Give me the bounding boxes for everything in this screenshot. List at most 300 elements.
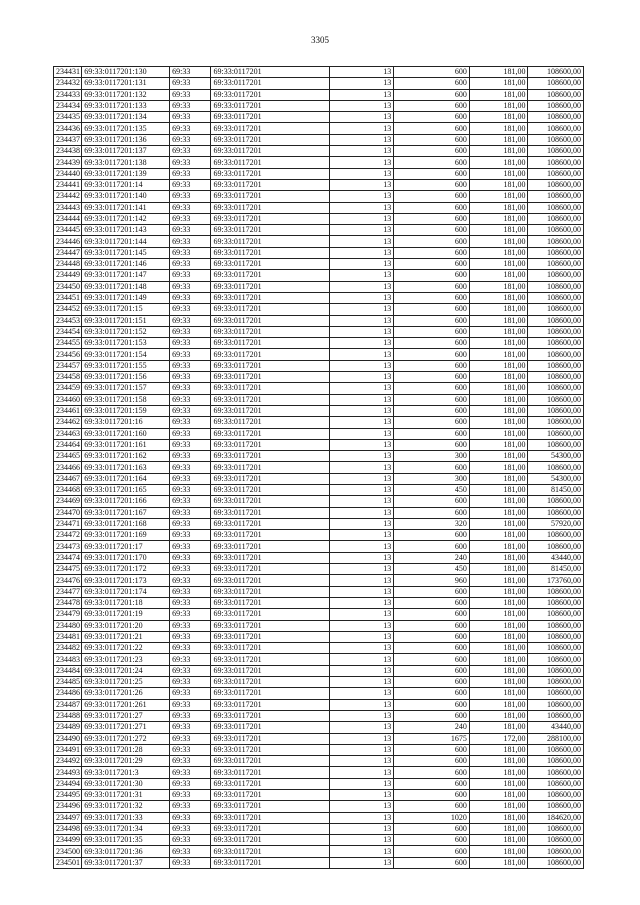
specific-value-cell: 181,00 (469, 428, 528, 439)
cadastral-value-cell: 108600,00 (528, 643, 584, 654)
plot-area-cell: 600 (394, 168, 470, 179)
row-number-cell: 234468 (54, 484, 82, 495)
cadastral-block-cell: 69:33:0117201 (211, 112, 329, 123)
specific-value-cell: 181,00 (469, 688, 528, 699)
plot-area-cell: 600 (394, 665, 470, 676)
plot-area-cell: 600 (394, 767, 470, 778)
row-number-cell: 234476 (54, 575, 82, 586)
cadastral-area-cell: 69:33 (170, 225, 211, 236)
row-number-cell: 234481 (54, 631, 82, 642)
cadastral-number-cell: 69:33:0117201:34 (82, 823, 170, 834)
category-code-cell: 13 (329, 654, 394, 665)
cadastral-value-cell: 81450,00 (528, 484, 584, 495)
category-code-cell: 13 (329, 372, 394, 383)
cadastral-block-cell: 69:33:0117201 (211, 134, 329, 145)
cadastral-number-cell: 69:33:0117201:162 (82, 451, 170, 462)
cadastral-area-cell: 69:33 (170, 518, 211, 529)
plot-area-cell: 600 (394, 835, 470, 846)
specific-value-cell: 181,00 (469, 89, 528, 100)
cadastral-block-cell: 69:33:0117201 (211, 496, 329, 507)
cadastral-area-cell: 69:33 (170, 665, 211, 676)
category-code-cell: 13 (329, 722, 394, 733)
cadastral-value-cell: 57920,00 (528, 518, 584, 529)
plot-area-cell: 600 (394, 326, 470, 337)
plot-area-cell: 600 (394, 790, 470, 801)
cadastral-number-cell: 69:33:0117201:22 (82, 643, 170, 654)
plot-area-cell: 600 (394, 688, 470, 699)
specific-value-cell: 181,00 (469, 123, 528, 134)
cadastral-value-cell: 108600,00 (528, 857, 584, 868)
cadastral-block-cell: 69:33:0117201 (211, 597, 329, 608)
cadastral-block-cell: 69:33:0117201 (211, 417, 329, 428)
specific-value-cell: 181,00 (469, 270, 528, 281)
cadastral-value-table (53, 66, 584, 869)
category-code-cell: 13 (329, 168, 394, 179)
cadastral-number-cell: 69:33:0117201:141 (82, 202, 170, 213)
cadastral-area-cell: 69:33 (170, 417, 211, 428)
category-code-cell: 13 (329, 790, 394, 801)
cadastral-block-cell: 69:33:0117201 (211, 202, 329, 213)
cadastral-block-cell: 69:33:0117201 (211, 123, 329, 134)
cadastral-value-cell: 108600,00 (528, 292, 584, 303)
category-code-cell: 13 (329, 767, 394, 778)
cadastral-block-cell: 69:33:0117201 (211, 722, 329, 733)
cadastral-block-cell: 69:33:0117201 (211, 394, 329, 405)
cadastral-area-cell: 69:33 (170, 292, 211, 303)
cadastral-block-cell: 69:33:0117201 (211, 801, 329, 812)
cadastral-block-cell: 69:33:0117201 (211, 236, 329, 247)
cadastral-area-cell: 69:33 (170, 157, 211, 168)
specific-value-cell: 181,00 (469, 67, 528, 78)
table-body (54, 67, 584, 869)
table-row (54, 89, 584, 100)
cadastral-number-cell: 69:33:0117201:168 (82, 518, 170, 529)
category-code-cell: 13 (329, 247, 394, 258)
table-row (54, 100, 584, 111)
row-number-cell: 234458 (54, 372, 82, 383)
table-row (54, 665, 584, 676)
cadastral-block-cell: 69:33:0117201 (211, 213, 329, 224)
category-code-cell: 13 (329, 473, 394, 484)
cadastral-area-cell: 69:33 (170, 202, 211, 213)
table-row (54, 462, 584, 473)
specific-value-cell: 181,00 (469, 451, 528, 462)
cadastral-block-cell: 69:33:0117201 (211, 372, 329, 383)
cadastral-value-cell: 54300,00 (528, 473, 584, 484)
plot-area-cell: 600 (394, 349, 470, 360)
row-number-cell: 234469 (54, 496, 82, 507)
cadastral-block-cell: 69:33:0117201 (211, 564, 329, 575)
table-row (54, 597, 584, 608)
cadastral-area-cell: 69:33 (170, 564, 211, 575)
plot-area-cell: 600 (394, 270, 470, 281)
cadastral-number-cell: 69:33:0117201:142 (82, 213, 170, 224)
specific-value-cell: 181,00 (469, 677, 528, 688)
cadastral-area-cell: 69:33 (170, 823, 211, 834)
row-number-cell: 234456 (54, 349, 82, 360)
row-number-cell: 234494 (54, 778, 82, 789)
cadastral-number-cell: 69:33:0117201:14 (82, 179, 170, 190)
row-number-cell: 234452 (54, 304, 82, 315)
cadastral-number-cell: 69:33:0117201:165 (82, 484, 170, 495)
cadastral-area-cell: 69:33 (170, 326, 211, 337)
cadastral-area-cell: 69:33 (170, 428, 211, 439)
category-code-cell: 13 (329, 225, 394, 236)
cadastral-value-cell: 108600,00 (528, 790, 584, 801)
table-row (54, 304, 584, 315)
table-row (54, 349, 584, 360)
row-number-cell: 234448 (54, 259, 82, 270)
cadastral-value-cell: 108600,00 (528, 360, 584, 371)
category-code-cell: 13 (329, 89, 394, 100)
category-code-cell: 13 (329, 292, 394, 303)
table-row (54, 225, 584, 236)
row-number-cell: 234489 (54, 722, 82, 733)
row-number-cell: 234488 (54, 710, 82, 721)
cadastral-block-cell: 69:33:0117201 (211, 360, 329, 371)
cadastral-block-cell: 69:33:0117201 (211, 699, 329, 710)
row-number-cell: 234454 (54, 326, 82, 337)
category-code-cell: 13 (329, 394, 394, 405)
cadastral-block-cell: 69:33:0117201 (211, 812, 329, 823)
table-row (54, 451, 584, 462)
cadastral-value-cell: 108600,00 (528, 778, 584, 789)
plot-area-cell: 600 (394, 202, 470, 213)
cadastral-area-cell: 69:33 (170, 620, 211, 631)
category-code-cell: 13 (329, 191, 394, 202)
category-code-cell: 13 (329, 665, 394, 676)
specific-value-cell: 181,00 (469, 541, 528, 552)
cadastral-block-cell: 69:33:0117201 (211, 823, 329, 834)
table-row (54, 417, 584, 428)
table-row (54, 315, 584, 326)
category-code-cell: 13 (329, 134, 394, 145)
plot-area-cell: 600 (394, 609, 470, 620)
specific-value-cell: 172,00 (469, 733, 528, 744)
cadastral-value-cell: 108600,00 (528, 767, 584, 778)
cadastral-number-cell: 69:33:0117201:174 (82, 586, 170, 597)
category-code-cell: 13 (329, 733, 394, 744)
cadastral-area-cell: 69:33 (170, 146, 211, 157)
cadastral-area-cell: 69:33 (170, 134, 211, 145)
table-row (54, 123, 584, 134)
cadastral-value-cell: 108600,00 (528, 270, 584, 281)
cadastral-number-cell: 69:33:0117201:152 (82, 326, 170, 337)
table-row (54, 643, 584, 654)
cadastral-value-cell: 108600,00 (528, 801, 584, 812)
cadastral-area-cell: 69:33 (170, 835, 211, 846)
category-code-cell: 13 (329, 643, 394, 654)
cadastral-block-cell: 69:33:0117201 (211, 484, 329, 495)
plot-area-cell: 600 (394, 78, 470, 89)
specific-value-cell: 181,00 (469, 575, 528, 586)
cadastral-number-cell: 69:33:0117201:130 (82, 67, 170, 78)
specific-value-cell: 181,00 (469, 496, 528, 507)
table-row (54, 744, 584, 755)
plot-area-cell: 600 (394, 405, 470, 416)
cadastral-area-cell: 69:33 (170, 812, 211, 823)
cadastral-number-cell: 69:33:0117201:172 (82, 564, 170, 575)
table-row (54, 767, 584, 778)
cadastral-area-cell: 69:33 (170, 383, 211, 394)
cadastral-area-cell: 69:33 (170, 473, 211, 484)
specific-value-cell: 181,00 (469, 394, 528, 405)
category-code-cell: 13 (329, 383, 394, 394)
cadastral-number-cell: 69:33:0117201:20 (82, 620, 170, 631)
cadastral-area-cell: 69:33 (170, 790, 211, 801)
table-row (54, 292, 584, 303)
cadastral-area-cell: 69:33 (170, 507, 211, 518)
cadastral-number-cell: 69:33:0117201:146 (82, 259, 170, 270)
plot-area-cell: 600 (394, 846, 470, 857)
row-number-cell: 234501 (54, 857, 82, 868)
table-row (54, 405, 584, 416)
row-number-cell: 234438 (54, 146, 82, 157)
row-number-cell: 234492 (54, 756, 82, 767)
table-row (54, 146, 584, 157)
table-row (54, 507, 584, 518)
category-code-cell: 13 (329, 507, 394, 518)
cadastral-number-cell: 69:33:0117201:131 (82, 78, 170, 89)
plot-area-cell: 600 (394, 530, 470, 541)
cadastral-block-cell: 69:33:0117201 (211, 462, 329, 473)
cadastral-block-cell: 69:33:0117201 (211, 292, 329, 303)
category-code-cell: 13 (329, 304, 394, 315)
specific-value-cell: 181,00 (469, 710, 528, 721)
row-number-cell: 234466 (54, 462, 82, 473)
row-number-cell: 234444 (54, 213, 82, 224)
row-number-cell: 234436 (54, 123, 82, 134)
specific-value-cell: 181,00 (469, 360, 528, 371)
table-row (54, 677, 584, 688)
specific-value-cell: 181,00 (469, 552, 528, 563)
cadastral-number-cell: 69:33:0117201:135 (82, 123, 170, 134)
cadastral-block-cell: 69:33:0117201 (211, 609, 329, 620)
cadastral-area-cell: 69:33 (170, 733, 211, 744)
specific-value-cell: 181,00 (469, 225, 528, 236)
cadastral-area-cell: 69:33 (170, 722, 211, 733)
cadastral-area-cell: 69:33 (170, 78, 211, 89)
specific-value-cell: 181,00 (469, 417, 528, 428)
cadastral-value-cell: 43440,00 (528, 552, 584, 563)
cadastral-value-cell: 108600,00 (528, 236, 584, 247)
cadastral-area-cell: 69:33 (170, 372, 211, 383)
cadastral-number-cell: 69:33:0117201:138 (82, 157, 170, 168)
table-row (54, 473, 584, 484)
cadastral-value-cell: 108600,00 (528, 756, 584, 767)
cadastral-block-cell: 69:33:0117201 (211, 767, 329, 778)
cadastral-number-cell: 69:33:0117201:24 (82, 665, 170, 676)
plot-area-cell: 600 (394, 857, 470, 868)
row-number-cell: 234495 (54, 790, 82, 801)
cadastral-value-cell: 173760,00 (528, 575, 584, 586)
cadastral-area-cell: 69:33 (170, 315, 211, 326)
cadastral-value-cell: 108600,00 (528, 710, 584, 721)
cadastral-value-cell: 108600,00 (528, 541, 584, 552)
cadastral-block-cell: 69:33:0117201 (211, 473, 329, 484)
plot-area-cell: 600 (394, 372, 470, 383)
cadastral-value-cell: 108600,00 (528, 338, 584, 349)
table-row (54, 326, 584, 337)
plot-area-cell: 1020 (394, 812, 470, 823)
cadastral-area-cell: 69:33 (170, 67, 211, 78)
plot-area-cell: 600 (394, 123, 470, 134)
cadastral-number-cell: 69:33:0117201:144 (82, 236, 170, 247)
cadastral-number-cell: 69:33:0117201:151 (82, 315, 170, 326)
cadastral-number-cell: 69:33:0117201:15 (82, 304, 170, 315)
category-code-cell: 13 (329, 552, 394, 563)
table-row (54, 552, 584, 563)
plot-area-cell: 300 (394, 451, 470, 462)
cadastral-value-cell: 108600,00 (528, 835, 584, 846)
specific-value-cell: 181,00 (469, 473, 528, 484)
specific-value-cell: 181,00 (469, 790, 528, 801)
table-row (54, 812, 584, 823)
specific-value-cell: 181,00 (469, 564, 528, 575)
table-row (54, 191, 584, 202)
row-number-cell: 234447 (54, 247, 82, 258)
category-code-cell: 13 (329, 744, 394, 755)
plot-area-cell: 600 (394, 677, 470, 688)
specific-value-cell: 181,00 (469, 722, 528, 733)
cadastral-value-cell: 108600,00 (528, 394, 584, 405)
cadastral-number-cell: 69:33:0117201:153 (82, 338, 170, 349)
cadastral-value-cell: 108600,00 (528, 78, 584, 89)
table-row (54, 518, 584, 529)
row-number-cell: 234486 (54, 688, 82, 699)
row-number-cell: 234435 (54, 112, 82, 123)
table-row (54, 484, 584, 495)
plot-area-cell: 600 (394, 179, 470, 190)
category-code-cell: 13 (329, 801, 394, 812)
specific-value-cell: 181,00 (469, 405, 528, 416)
cadastral-area-cell: 69:33 (170, 756, 211, 767)
cadastral-number-cell: 69:33:0117201:173 (82, 575, 170, 586)
plot-area-cell: 600 (394, 496, 470, 507)
cadastral-value-cell: 108600,00 (528, 112, 584, 123)
cadastral-number-cell: 69:33:0117201:28 (82, 744, 170, 755)
cadastral-value-cell: 108600,00 (528, 304, 584, 315)
cadastral-number-cell: 69:33:0117201:18 (82, 597, 170, 608)
category-code-cell: 13 (329, 597, 394, 608)
cadastral-number-cell: 69:33:0117201:271 (82, 722, 170, 733)
cadastral-value-cell: 108600,00 (528, 677, 584, 688)
table-row (54, 168, 584, 179)
cadastral-value-cell: 288100,00 (528, 733, 584, 744)
plot-area-cell: 600 (394, 699, 470, 710)
cadastral-value-cell: 108600,00 (528, 326, 584, 337)
cadastral-value-cell: 108600,00 (528, 157, 584, 168)
category-code-cell: 13 (329, 677, 394, 688)
cadastral-value-cell: 108600,00 (528, 439, 584, 450)
cadastral-value-cell: 108600,00 (528, 315, 584, 326)
row-number-cell: 234443 (54, 202, 82, 213)
cadastral-area-cell: 69:33 (170, 213, 211, 224)
category-code-cell: 13 (329, 462, 394, 473)
cadastral-value-cell: 108600,00 (528, 259, 584, 270)
cadastral-value-cell: 108600,00 (528, 123, 584, 134)
cadastral-block-cell: 69:33:0117201 (211, 631, 329, 642)
cadastral-block-cell: 69:33:0117201 (211, 552, 329, 563)
row-number-cell: 234449 (54, 270, 82, 281)
specific-value-cell: 181,00 (469, 349, 528, 360)
table-row (54, 247, 584, 258)
cadastral-number-cell: 69:33:0117201:3 (82, 767, 170, 778)
specific-value-cell: 181,00 (469, 179, 528, 190)
cadastral-block-cell: 69:33:0117201 (211, 857, 329, 868)
table-row (54, 688, 584, 699)
cadastral-area-cell: 69:33 (170, 451, 211, 462)
row-number-cell: 234442 (54, 191, 82, 202)
specific-value-cell: 181,00 (469, 157, 528, 168)
specific-value-cell: 181,00 (469, 259, 528, 270)
table-row (54, 281, 584, 292)
cadastral-number-cell: 69:33:0117201:27 (82, 710, 170, 721)
category-code-cell: 13 (329, 315, 394, 326)
cadastral-value-cell: 108600,00 (528, 349, 584, 360)
cadastral-value-cell: 108600,00 (528, 405, 584, 416)
cadastral-block-cell: 69:33:0117201 (211, 654, 329, 665)
specific-value-cell: 181,00 (469, 213, 528, 224)
specific-value-cell: 181,00 (469, 801, 528, 812)
specific-value-cell: 181,00 (469, 383, 528, 394)
cadastral-area-cell: 69:33 (170, 349, 211, 360)
cadastral-number-cell: 69:33:0117201:167 (82, 507, 170, 518)
cadastral-block-cell: 69:33:0117201 (211, 67, 329, 78)
table-row (54, 496, 584, 507)
table-row (54, 202, 584, 213)
table-row (54, 790, 584, 801)
cadastral-area-cell: 69:33 (170, 394, 211, 405)
table-row (54, 112, 584, 123)
plot-area-cell: 600 (394, 541, 470, 552)
cadastral-block-cell: 69:33:0117201 (211, 338, 329, 349)
plot-area-cell: 320 (394, 518, 470, 529)
cadastral-block-cell: 69:33:0117201 (211, 643, 329, 654)
row-number-cell: 234472 (54, 530, 82, 541)
plot-area-cell: 600 (394, 756, 470, 767)
cadastral-value-cell: 108600,00 (528, 225, 584, 236)
row-number-cell: 234482 (54, 643, 82, 654)
row-number-cell: 234441 (54, 179, 82, 190)
cadastral-number-cell: 69:33:0117201:33 (82, 812, 170, 823)
category-code-cell: 13 (329, 586, 394, 597)
cadastral-number-cell: 69:33:0117201:17 (82, 541, 170, 552)
table-row (54, 383, 584, 394)
category-code-cell: 13 (329, 67, 394, 78)
table-row (54, 733, 584, 744)
specific-value-cell: 181,00 (469, 507, 528, 518)
specific-value-cell: 181,00 (469, 631, 528, 642)
specific-value-cell: 181,00 (469, 439, 528, 450)
specific-value-cell: 181,00 (469, 846, 528, 857)
category-code-cell: 13 (329, 564, 394, 575)
category-code-cell: 13 (329, 405, 394, 416)
specific-value-cell: 181,00 (469, 823, 528, 834)
row-number-cell: 234473 (54, 541, 82, 552)
cadastral-number-cell: 69:33:0117201:163 (82, 462, 170, 473)
row-number-cell: 234450 (54, 281, 82, 292)
cadastral-value-cell: 108600,00 (528, 213, 584, 224)
plot-area-cell: 600 (394, 89, 470, 100)
cadastral-value-cell: 108600,00 (528, 654, 584, 665)
category-code-cell: 13 (329, 428, 394, 439)
row-number-cell: 234474 (54, 552, 82, 563)
category-code-cell: 13 (329, 270, 394, 281)
cadastral-number-cell: 69:33:0117201:132 (82, 89, 170, 100)
table-row (54, 67, 584, 78)
plot-area-cell: 600 (394, 225, 470, 236)
